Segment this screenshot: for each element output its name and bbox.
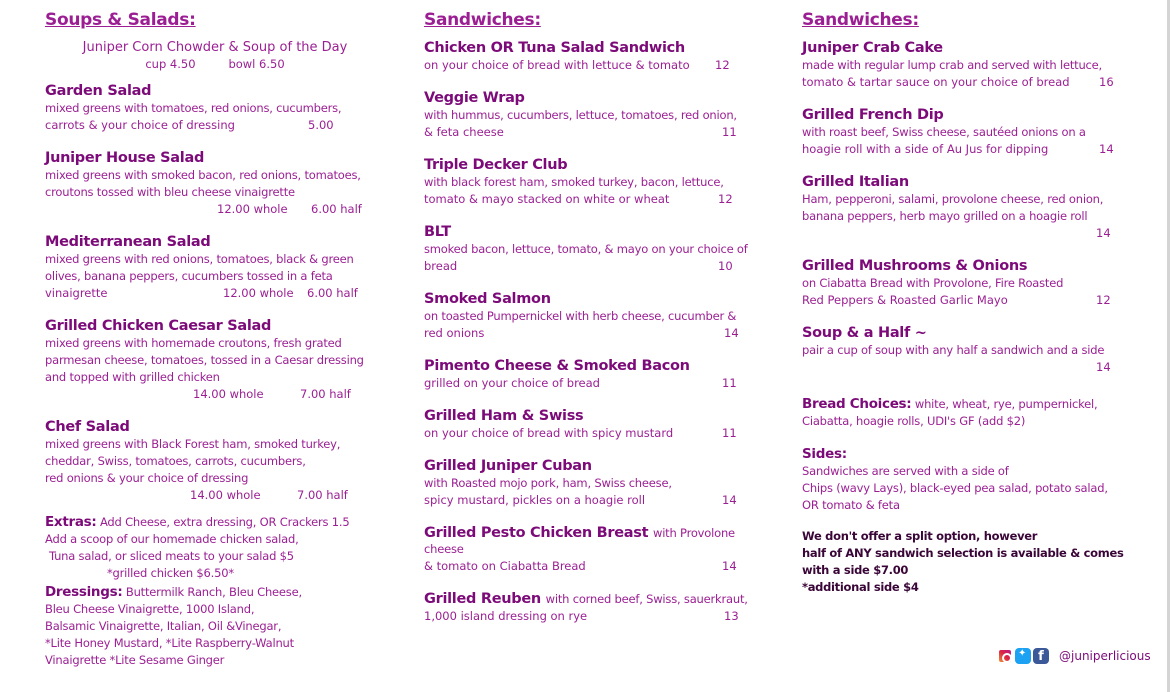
- note-text: *additional side $4: [802, 580, 919, 594]
- item-price: 16: [1099, 75, 1114, 89]
- sandwiches-column-1: [424, 10, 754, 641]
- sides-label: Sides:: [802, 446, 847, 462]
- item-desc: smoked bacon, lettuce, tomato, & mayo on your choice of: [424, 242, 748, 256]
- item-price: 12: [715, 58, 730, 72]
- item-name: Grilled French Dip: [802, 107, 944, 123]
- menu-item-house-salad: [45, 150, 385, 218]
- note-text: with a side $7.00: [802, 563, 909, 577]
- menu-item-chicken-caesar: [45, 318, 385, 403]
- item-price: 12: [1096, 293, 1111, 307]
- item-price: 5.00: [308, 118, 334, 132]
- item-desc: Ham, pepperoni, salami, provolone cheese, red onion,: [802, 192, 1104, 206]
- item-name: Juniper Crab Cake: [802, 40, 943, 56]
- item-name: Soup & a Half ~: [802, 325, 927, 341]
- extras-label: Extras:: [45, 514, 97, 530]
- item-desc: 1,000 island dressing on rye: [424, 609, 588, 623]
- menu-item-ham-swiss: [424, 408, 754, 442]
- dressings-label: Dressings:: [45, 584, 123, 600]
- chowder-bowl-price: bowl 6.50: [228, 57, 285, 71]
- item-desc: with Provolone cheese: [424, 526, 735, 556]
- item-price-half: 6.00 half: [307, 286, 358, 300]
- item-desc: mixed greens with smoked bacon, red onions, tomatoes,: [45, 168, 361, 182]
- chowder-item: [45, 40, 385, 71]
- item-desc: with hummus, cucumbers, lettuce, tomatoes, red onion,: [424, 108, 737, 122]
- item-desc: with black forest ham, smoked turkey, bacon, lettuce,: [424, 175, 724, 189]
- item-desc: with roast beef, Swiss cheese, sautéed onions on a: [802, 125, 1086, 139]
- item-price: 14: [1099, 142, 1114, 156]
- item-desc: parmesan cheese, tomatoes, tossed in a Caesar dressing: [45, 353, 364, 367]
- item-desc: banana peppers, herb mayo grilled on a hoagie roll: [802, 209, 1088, 223]
- item-price: 10: [718, 259, 733, 273]
- social-links: [997, 648, 1151, 664]
- item-desc: & tomato on Ciabatta Bread: [424, 559, 586, 573]
- item-desc: on your choice of bread with lettuce & tomato: [424, 58, 690, 72]
- item-price-whole: 12.00 whole: [223, 286, 294, 300]
- dressings-text: Vinaigrette *Lite Sesame Ginger: [45, 653, 225, 667]
- item-price-half: 7.00 half: [297, 488, 348, 502]
- item-name: Chicken OR Tuna Salad Sandwich: [424, 40, 685, 56]
- social-handle[interactable]: @juniperlicious: [1059, 649, 1151, 663]
- item-name: Grilled Italian: [802, 174, 909, 190]
- extras-text: *grilled chicken $6.50*: [107, 566, 234, 580]
- menu-item-mediterranean-salad: [45, 234, 385, 302]
- item-price: 11: [722, 125, 737, 139]
- soups-salads-column: [45, 10, 385, 669]
- item-desc: on your choice of bread with spicy mustard: [424, 426, 674, 440]
- split-note: [802, 528, 1132, 596]
- item-name: Grilled Reuben: [424, 591, 541, 607]
- menu-item-soup-half: [802, 325, 1132, 376]
- item-price: 11: [722, 426, 737, 440]
- item-desc: spicy mustard, pickles on a hoagie roll: [424, 493, 646, 507]
- menu-item-crab-cake: [802, 40, 1132, 91]
- item-name: Chef Salad: [45, 419, 130, 435]
- sides-section: [802, 446, 1132, 514]
- menu-item-pesto-chicken: [424, 525, 754, 575]
- item-price: 14: [722, 559, 737, 573]
- dressings-text: Bleu Cheese Vinaigrette, 1000 Island,: [45, 602, 255, 616]
- extras-text: Tuna salad, or sliced meats to your salad $5: [49, 549, 294, 563]
- facebook-icon[interactable]: f: [1033, 648, 1049, 664]
- menu-item-smoked-salmon: [424, 291, 754, 342]
- item-desc: made with regular lump crab and served with lettuce,: [802, 58, 1102, 72]
- item-desc: grilled on your choice of bread: [424, 376, 600, 390]
- item-desc: mixed greens with red onions, tomatoes, black & green: [45, 252, 354, 266]
- item-price-whole: 14.00 whole: [190, 488, 261, 502]
- item-desc: cheddar, Swiss, tomatoes, carrots, cucumbers,: [45, 454, 306, 468]
- item-price: 13: [724, 609, 739, 623]
- item-desc: and topped with grilled chicken: [45, 370, 220, 384]
- menu-item-triple-decker: [424, 157, 754, 208]
- item-name: Grilled Chicken Caesar Salad: [45, 318, 272, 334]
- item-name: Grilled Mushrooms & Onions: [802, 258, 1028, 274]
- item-name: Grilled Pesto Chicken Breast: [424, 525, 649, 541]
- item-name: BLT: [424, 224, 451, 240]
- chowder-cup-price: cup 4.50: [145, 57, 196, 71]
- twitter-icon[interactable]: [1015, 648, 1031, 664]
- bread-label: Bread Choices:: [802, 396, 912, 412]
- item-desc: olives, banana peppers, cucumbers tossed in a feta: [45, 269, 333, 283]
- item-name: Grilled Ham & Swiss: [424, 408, 584, 424]
- menu-item-pimento-cheese: [424, 358, 754, 392]
- item-desc: tomato & tartar sauce on your choice of bread: [802, 75, 1070, 89]
- instagram-icon[interactable]: [997, 648, 1013, 664]
- dressings-text: Buttermilk Ranch, Bleu Cheese,: [125, 585, 302, 599]
- item-desc: tomato & mayo stacked on white or wheat: [424, 192, 670, 206]
- sandwiches-header: Sandwiches:: [424, 10, 541, 30]
- item-price: 14: [1096, 226, 1111, 240]
- item-desc: on toasted Pumpernickel with herb cheese, cucumber &: [424, 309, 737, 323]
- item-name: Mediterranean Salad: [45, 234, 211, 250]
- item-desc: vinaigrette: [45, 286, 108, 300]
- item-desc: mixed greens with tomatoes, red onions, cucumbers,: [45, 101, 342, 115]
- item-price: 11: [722, 376, 737, 390]
- menu-item-juniper-cuban: [424, 458, 754, 509]
- menu-item-garden-salad: [45, 83, 385, 134]
- item-desc: on Ciabatta Bread with Provolone, Fire Roasted: [802, 276, 1064, 290]
- bread-choices-section: [802, 396, 1132, 430]
- bread-text: white, wheat, rye, pumpernickel,: [914, 397, 1098, 411]
- item-desc: hoagie roll with a side of Au Jus for dipping: [802, 142, 1049, 156]
- item-desc: Red Peppers & Roasted Garlic Mayo: [802, 293, 1008, 307]
- menu-item-reuben: [424, 591, 754, 625]
- item-name: Triple Decker Club: [424, 157, 568, 173]
- item-name: Veggie Wrap: [424, 90, 525, 106]
- item-price-half: 6.00 half: [311, 202, 362, 216]
- item-desc: mixed greens with homemade croutons, fresh grated: [45, 336, 342, 350]
- bread-text: Ciabatta, hoagie rolls, UDI's GF (add $2): [802, 414, 1026, 428]
- sides-text: Sandwiches are served with a side of: [802, 464, 1009, 478]
- menu-item-blt: [424, 224, 754, 275]
- dressings-text: Balsamic Vinaigrette, Italian, Oil &Vinegar,: [45, 619, 282, 633]
- extras-text: Add Cheese, extra dressing, OR Crackers 1.5: [99, 515, 350, 529]
- item-price-half: 7.00 half: [300, 387, 351, 401]
- extras-section: [45, 514, 385, 582]
- item-desc: red onions: [424, 326, 485, 340]
- item-price: 14: [1096, 360, 1111, 374]
- menu-item-veggie-wrap: [424, 90, 754, 141]
- item-price: 12: [718, 192, 733, 206]
- soups-salads-header: Soups & Salads:: [45, 10, 196, 30]
- chowder-name: Juniper Corn Chowder & Soup of the Day: [82, 40, 348, 55]
- item-name: Grilled Juniper Cuban: [424, 458, 592, 474]
- menu-item-chicken-tuna: [424, 40, 754, 74]
- item-price: 14: [722, 493, 737, 507]
- sandwiches-column-2: [802, 10, 1132, 596]
- item-desc: bread: [424, 259, 458, 273]
- sides-text: Chips (wavy Lays), black-eyed pea salad, potato salad,: [802, 481, 1108, 495]
- extras-text: Add a scoop of our homemade chicken salad,: [45, 532, 299, 546]
- menu-item-mushrooms-onions: [802, 258, 1132, 309]
- item-desc: red onions & your choice of dressing: [45, 471, 249, 485]
- sides-text: OR tomato & feta: [802, 498, 900, 512]
- item-name: Juniper House Salad: [45, 150, 205, 166]
- menu-item-grilled-italian: [802, 174, 1132, 242]
- note-text: We don't offer a split option, however: [802, 529, 1038, 543]
- menu-item-french-dip: [802, 107, 1132, 158]
- item-price-whole: 12.00 whole: [217, 202, 288, 216]
- item-desc: croutons tossed with bleu cheese vinaigrette: [45, 185, 295, 199]
- item-price: 14: [724, 326, 739, 340]
- item-name: Garden Salad: [45, 83, 152, 99]
- item-desc: with corned beef, Swiss, sauerkraut,: [545, 592, 748, 606]
- item-name: Pimento Cheese & Smoked Bacon: [424, 358, 690, 374]
- item-price-whole: 14.00 whole: [193, 387, 264, 401]
- item-desc: with Roasted mojo pork, ham, Swiss cheese,: [424, 476, 672, 490]
- dressings-text: *Lite Honey Mustard, *Lite Raspberry-Walnut: [45, 636, 294, 650]
- dressings-section: [45, 584, 385, 669]
- menu-item-chef-salad: [45, 419, 385, 504]
- item-desc: & feta cheese: [424, 125, 504, 139]
- item-desc: carrots & your choice of dressing: [45, 118, 235, 132]
- item-desc: mixed greens with Black Forest ham, smoked turkey,: [45, 437, 341, 451]
- item-name: Smoked Salmon: [424, 291, 551, 307]
- sandwiches-header-2: Sandwiches:: [802, 10, 919, 30]
- note-text: half of ANY sandwich selection is available & comes: [802, 546, 1124, 560]
- item-desc: pair a cup of soup with any half a sandwich and a side: [802, 343, 1105, 357]
